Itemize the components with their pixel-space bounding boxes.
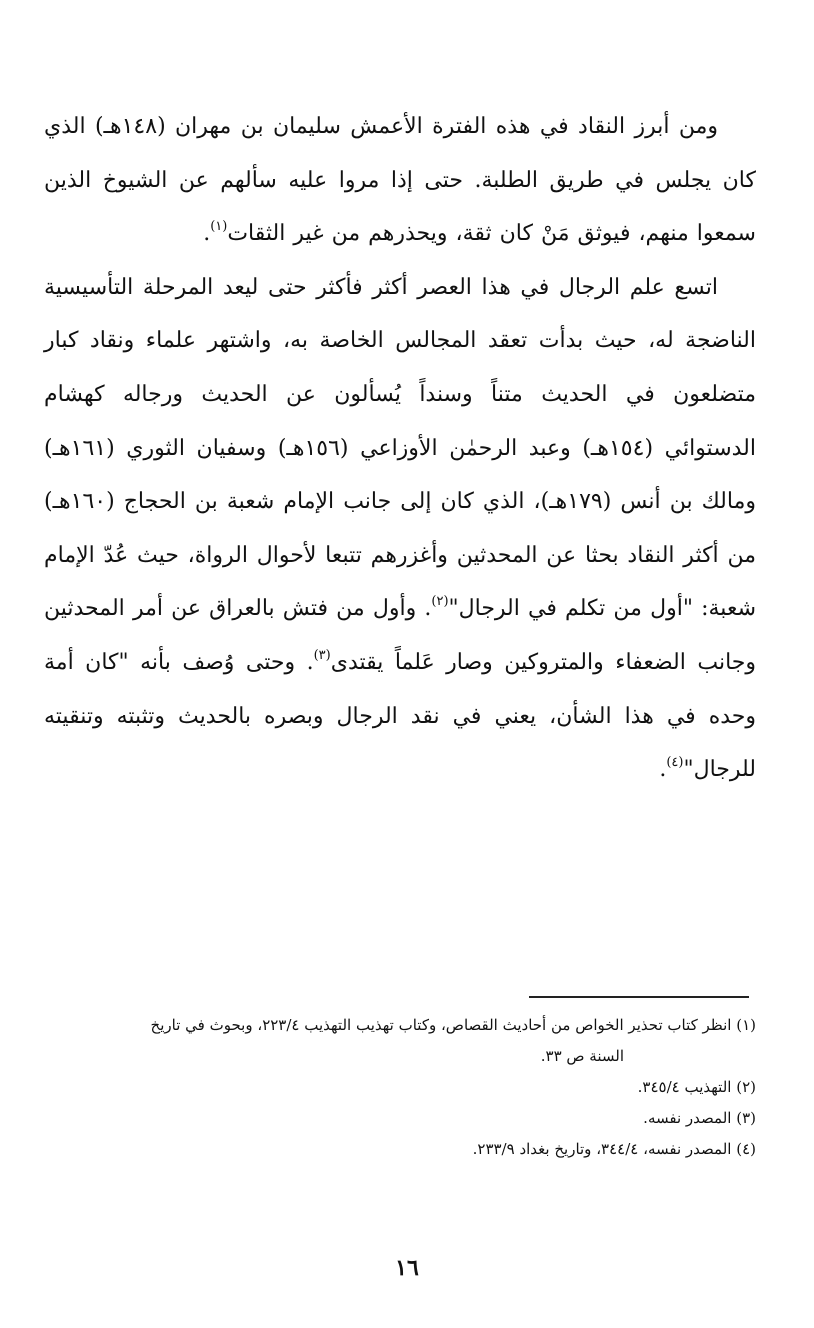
main-text [44, 100, 756, 797]
page-number: ١٦ [395, 1255, 419, 1281]
paragraph-1 [44, 100, 756, 261]
paragraph-1-tail: . [203, 221, 211, 247]
footnote-2-number: (٢) [736, 1078, 756, 1096]
paragraph-2-tail: . [659, 757, 667, 783]
paragraph-1-line-2: الذي كان يجلس في طريق الطلبة. حتى إذا مروا عليه سألهم عن الشيوخ الذين [44, 114, 756, 193]
footnote-divider [529, 996, 749, 998]
paragraph-1-line-3: سمعوا منهم، فيوثق مَنْ كان ثقة، ويحذرهم من غير الثقات [227, 221, 756, 247]
footnote-1-text: انظر كتاب تحذير الخواص من أحاديث القصاص، وكتاب تهذيب التهذيب ٢٢٣/٤، وبحوث في تاريخ [150, 1016, 732, 1034]
footnote-1-continuation: السنة ص ٣٣. [540, 1047, 624, 1065]
paragraph-2-text-c: . وحتى وُصف بأنه "كان أمة وحده في هذا الشأن، يعني في نقد الرجال وبصره بالحديث وتثبته وتنقيته للرجال" [44, 649, 756, 783]
paragraph-2 [44, 261, 756, 797]
footnote-ref-1[interactable]: (١) [210, 219, 228, 235]
footnote-4-number: (٤) [736, 1140, 756, 1158]
footnote-ref-3[interactable]: (٣) [313, 647, 331, 663]
footnote-2 [44, 1072, 756, 1103]
footnotes [44, 1010, 756, 1165]
footnote-ref-4[interactable]: (٤) [666, 755, 684, 771]
footnote-2-text: التهذيب ٣٤٥/٤. [637, 1078, 732, 1096]
footnote-4-text: المصدر نفسه، ٣٤٤/٤، وتاريخ بغداد ٢٣٣/٩. [472, 1140, 732, 1158]
footnote-1-number: (١) [736, 1016, 756, 1034]
footnote-3-number: (٣) [736, 1109, 756, 1127]
footnote-3 [44, 1103, 756, 1134]
footnote-ref-2[interactable]: (٢) [431, 594, 449, 610]
paragraph-2-text-b: . وأول من فتش بالعراق عن أمر المحدثين وجانب الضعفاء والمتروكين وصار عَلماً يقتدى [44, 596, 757, 675]
paragraph-1-line-1: ومن أبرز النقاد في هذه الفترة الأعمش سليمان بن مهران (١٤٨هـ) [94, 114, 719, 139]
paragraph-2-text-a: اتسع علم الرجال في هذا العصر أكثر فأكثر حتى ليعد المرحلة التأسيسية الناضجة له، حيث بدأت تعقد المجالس الخاصة به، واشتهر علماء ونقاد كبار متضلعون في الحديث متناً وسنداً يُسألون عن الحديث ورجاله كهشام الدستوائي (١٥٤هـ) وعبد الرحمٰن الأوزاعي (١٥٦هـ) وسفيان الثوري (١٦١هـ) ومالك بن أنس (١٧٩هـ)، الذي كان إلى جانب الإمام شعبة بن الحجاج (١٦٠هـ) من أكثر النقاد بحثا عن المحدثين وأغزرهم تتبعا لأحوال الرواة، حيث عُدّ الإمام شعبة: "أول من تكلم في الرجال" [44, 274, 757, 622]
footnote-4 [44, 1134, 756, 1165]
footnote-1 [44, 1010, 756, 1041]
footnote-3-text: المصدر نفسه. [643, 1109, 732, 1127]
